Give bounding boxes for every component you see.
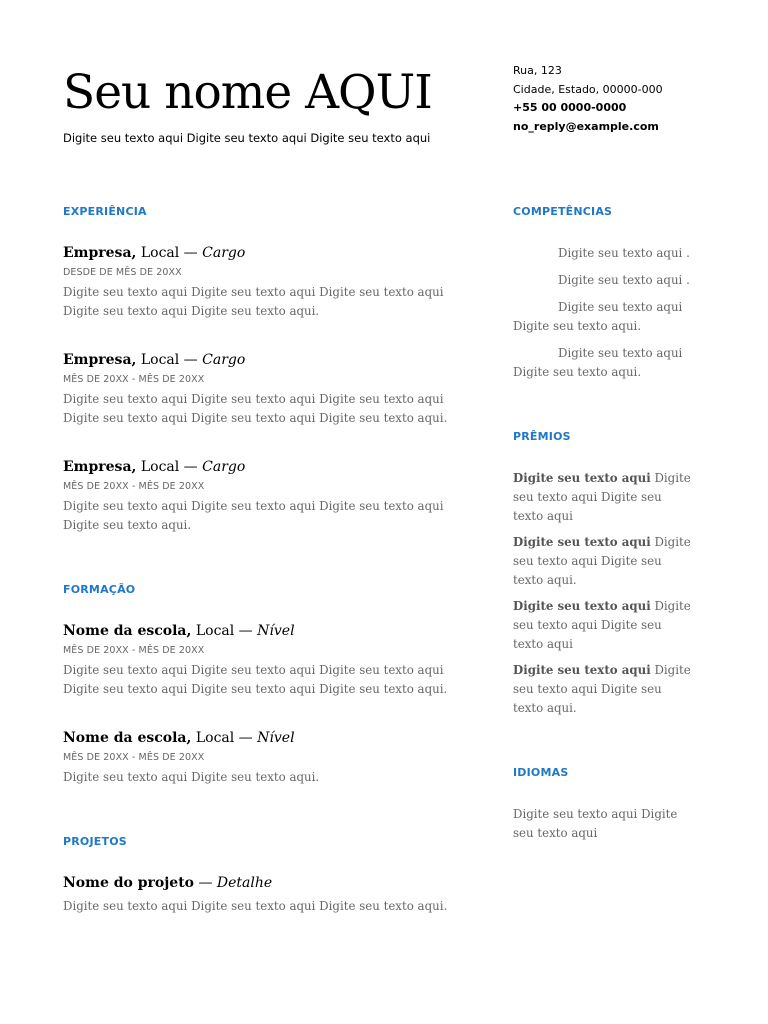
languages-section <box>513 766 693 843</box>
entry-level: Nível <box>257 623 295 639</box>
entry-role: Cargo <box>202 352 246 368</box>
skill-item: Digite seu texto aqui . <box>558 273 690 287</box>
main-column <box>63 205 473 916</box>
entry-project-name: Nome do projeto <box>63 875 195 891</box>
award-text: Digite seu texto aqui Digite seu texto aqui <box>513 471 691 523</box>
skill-item: Digite seu texto aqui Digite seu texto aqui. <box>513 346 683 379</box>
entry-location: Local — <box>136 245 203 261</box>
entry-title <box>63 874 473 892</box>
entry-title <box>63 622 473 640</box>
award-lead: Digite seu texto aqui <box>513 535 651 549</box>
entry-title <box>63 729 473 747</box>
award-text: Digite seu texto aqui Digite seu texto aqui <box>513 599 691 651</box>
award-item <box>513 469 693 526</box>
award-lead: Digite seu texto aqui <box>513 663 651 677</box>
entry-location: Local — <box>136 459 203 475</box>
entry-date: MÊS DE 20XX - MÊS DE 20XX <box>63 645 205 656</box>
entry-description: Digite seu texto aqui Digite seu texto aqui Digite seu texto aqui Digite seu texto aqui Digite seu texto aqui Digite seu texto aqui. <box>63 663 448 696</box>
experience-section <box>63 205 473 535</box>
project-entry <box>63 874 473 916</box>
award-text: Digite seu texto aqui Digite seu texto aqui. <box>513 535 691 587</box>
entry-location: Local — <box>191 623 258 639</box>
award-item <box>513 661 693 718</box>
projects-section <box>63 835 473 916</box>
education-entry <box>63 729 473 787</box>
entry-role: Cargo <box>202 245 246 261</box>
entry-detail: Detalhe <box>216 875 273 891</box>
entry-date: MÊS DE 20XX - MÊS DE 20XX <box>63 374 205 385</box>
entry-description: Digite seu texto aqui Digite seu texto aqui Digite seu texto aqui Digite seu texto aqui Digite seu texto aqui. <box>63 285 444 318</box>
award-item <box>513 533 693 590</box>
entry-school: Nome da escola, <box>63 623 192 639</box>
education-section <box>63 583 473 787</box>
award-lead: Digite seu texto aqui <box>513 471 651 485</box>
entry-location: Local — <box>191 730 258 746</box>
experience-entry <box>63 351 473 428</box>
entry-title <box>63 458 473 476</box>
entry-company: Empresa, <box>63 245 137 261</box>
section-title-languages: IDIOMAS <box>513 766 569 779</box>
entry-date: MÊS DE 20XX - MÊS DE 20XX <box>63 752 205 763</box>
languages-text: Digite seu texto aqui Digite seu texto aqui <box>513 807 678 840</box>
entry-title <box>63 244 473 262</box>
contact-block <box>513 62 663 136</box>
section-title-education: FORMAÇÃO <box>63 583 136 596</box>
entry-company: Empresa, <box>63 459 137 475</box>
awards-list <box>513 469 693 718</box>
skills-section <box>513 205 693 382</box>
award-item <box>513 597 693 654</box>
side-column <box>513 205 693 843</box>
entry-description: Digite seu texto aqui Digite seu texto aqui Digite seu texto aqui Digite seu texto aqui Digite seu texto aqui Digite seu texto aqui. <box>63 392 448 425</box>
section-title-skills: COMPETÊNCIAS <box>513 205 613 218</box>
entry-role: Cargo <box>202 459 246 475</box>
entry-level: Nível <box>257 730 295 746</box>
entry-date: DESDE DE MÊS DE 20XX <box>63 267 182 278</box>
contact-phone: +55 00 0000-0000 <box>513 101 627 114</box>
awards-section <box>513 430 693 718</box>
section-title-experience: EXPERIÊNCIA <box>63 205 147 218</box>
skill-item: Digite seu texto aqui . <box>558 246 690 260</box>
skills-list <box>513 244 693 382</box>
contact-city: Cidade, Estado, 00000-000 <box>513 82 663 96</box>
entry-company: Empresa, <box>63 352 137 368</box>
education-entry <box>63 622 473 699</box>
entry-location: Local — <box>136 352 203 368</box>
experience-entry <box>63 458 473 535</box>
contact-street: Rua, 123 <box>513 64 562 77</box>
resume-subtitle: Digite seu texto aqui Digite seu texto aqui Digite seu texto aqui <box>63 131 431 145</box>
contact-email: no_reply@example.com <box>513 119 659 133</box>
entry-description: Digite seu texto aqui Digite seu texto aqui Digite seu texto aqui. <box>63 899 448 913</box>
experience-entry <box>63 244 473 321</box>
entry-school: Nome da escola, <box>63 730 192 746</box>
entry-separator: — <box>194 875 217 891</box>
entry-title <box>63 351 473 369</box>
section-title-projects: PROJETOS <box>63 835 127 848</box>
entry-date: MÊS DE 20XX - MÊS DE 20XX <box>63 481 205 492</box>
entry-description: Digite seu texto aqui Digite seu texto aqui. <box>63 770 320 784</box>
section-title-awards: PRÊMIOS <box>513 430 571 443</box>
award-text: Digite seu texto aqui Digite seu texto aqui. <box>513 663 691 715</box>
entry-description: Digite seu texto aqui Digite seu texto aqui Digite seu texto aqui Digite seu texto aqui. <box>63 499 444 532</box>
resume-name: Seu nome AQUI <box>63 65 432 120</box>
award-lead: Digite seu texto aqui <box>513 599 651 613</box>
skill-item: Digite seu texto aqui Digite seu texto aqui. <box>513 300 683 333</box>
